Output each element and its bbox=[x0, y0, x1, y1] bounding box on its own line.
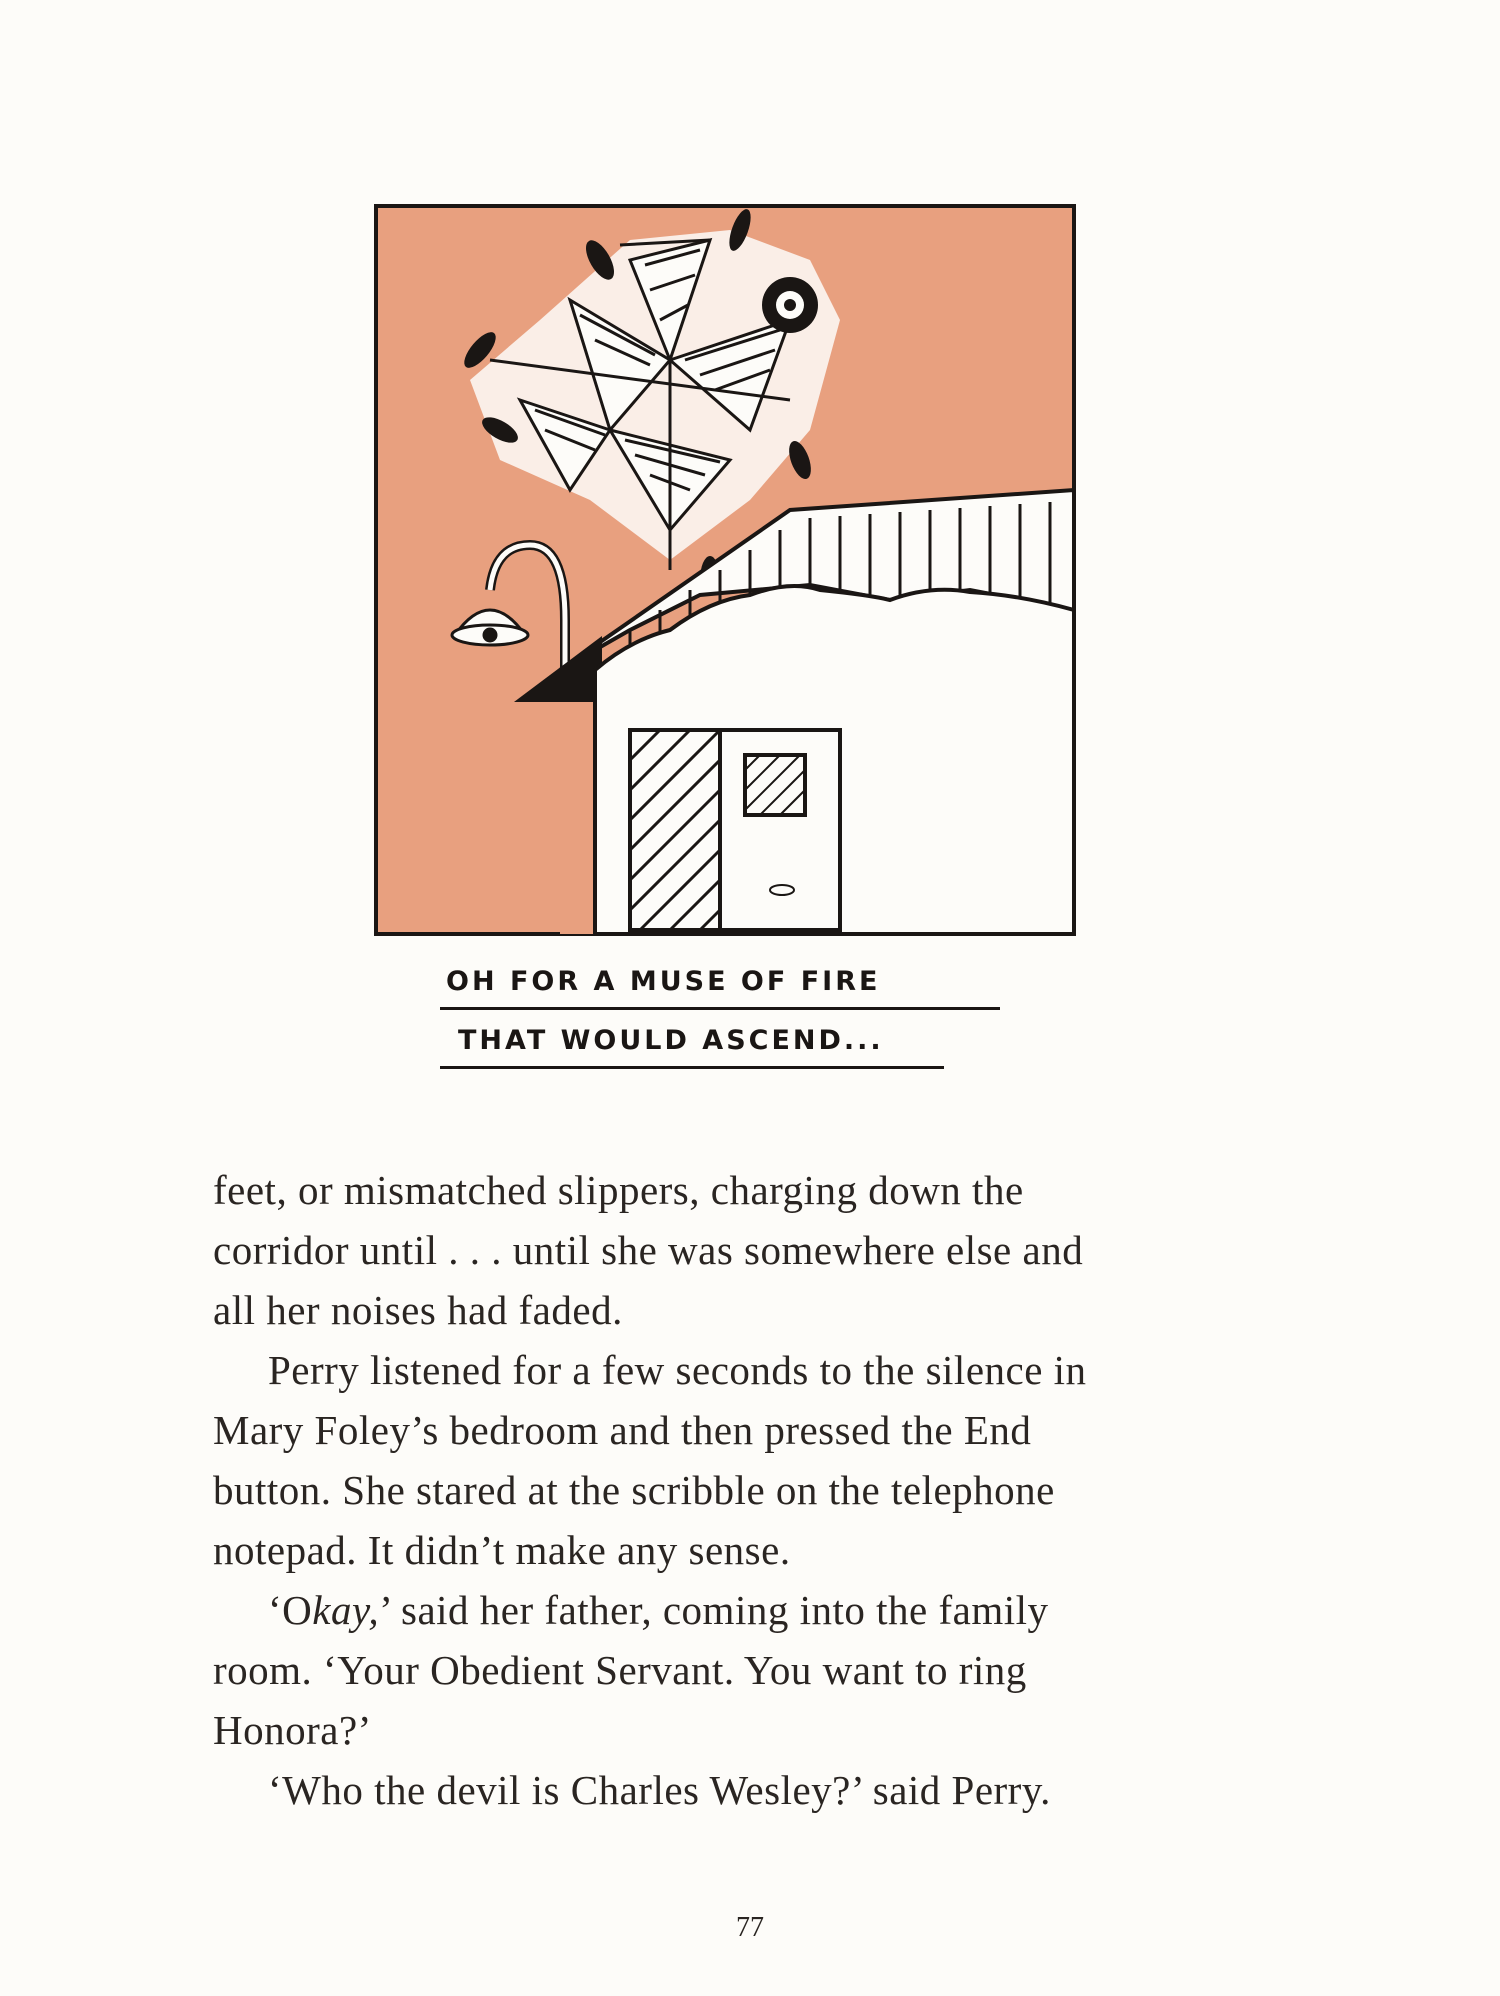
illustration-caption bbox=[440, 965, 1000, 1083]
paragraph-3 bbox=[213, 1580, 1263, 1760]
caption-line-1: OH FOR A MUSE OF FIRE bbox=[440, 965, 1000, 1010]
page-number: 77 bbox=[736, 1912, 764, 1943]
paragraph-3-rest: ’ said her father, coming into the family room. ‘Your Obedient Servant. You want to ring Honora?’ bbox=[213, 1587, 1049, 1753]
paragraph-3-open: ‘O bbox=[268, 1587, 313, 1633]
paragraph-2: Perry listened for a few seconds to the silence in Mary Foley’s bedroom and then pressed the End button. She stared at the scribble on the telephone notepad. It didn’t make any sense. bbox=[213, 1347, 1087, 1573]
sun-icon bbox=[762, 277, 818, 333]
paragraph-3-emphasis: kay, bbox=[312, 1587, 380, 1633]
paragraph-1: feet, or mismatched slippers, charging down the corridor until . . . until she was somewhere else and all her noises had faded. bbox=[213, 1167, 1084, 1333]
door-handle-icon bbox=[770, 885, 794, 895]
streetlamp-house-firework-icon bbox=[370, 200, 1080, 940]
caption-line-2: THAT WOULD ASCEND... bbox=[440, 1024, 944, 1069]
paragraph-4: ‘Who the devil is Charles Wesley?’ said Perry. bbox=[268, 1767, 1051, 1813]
body-text bbox=[213, 1160, 1263, 1820]
illustration bbox=[370, 200, 1080, 940]
